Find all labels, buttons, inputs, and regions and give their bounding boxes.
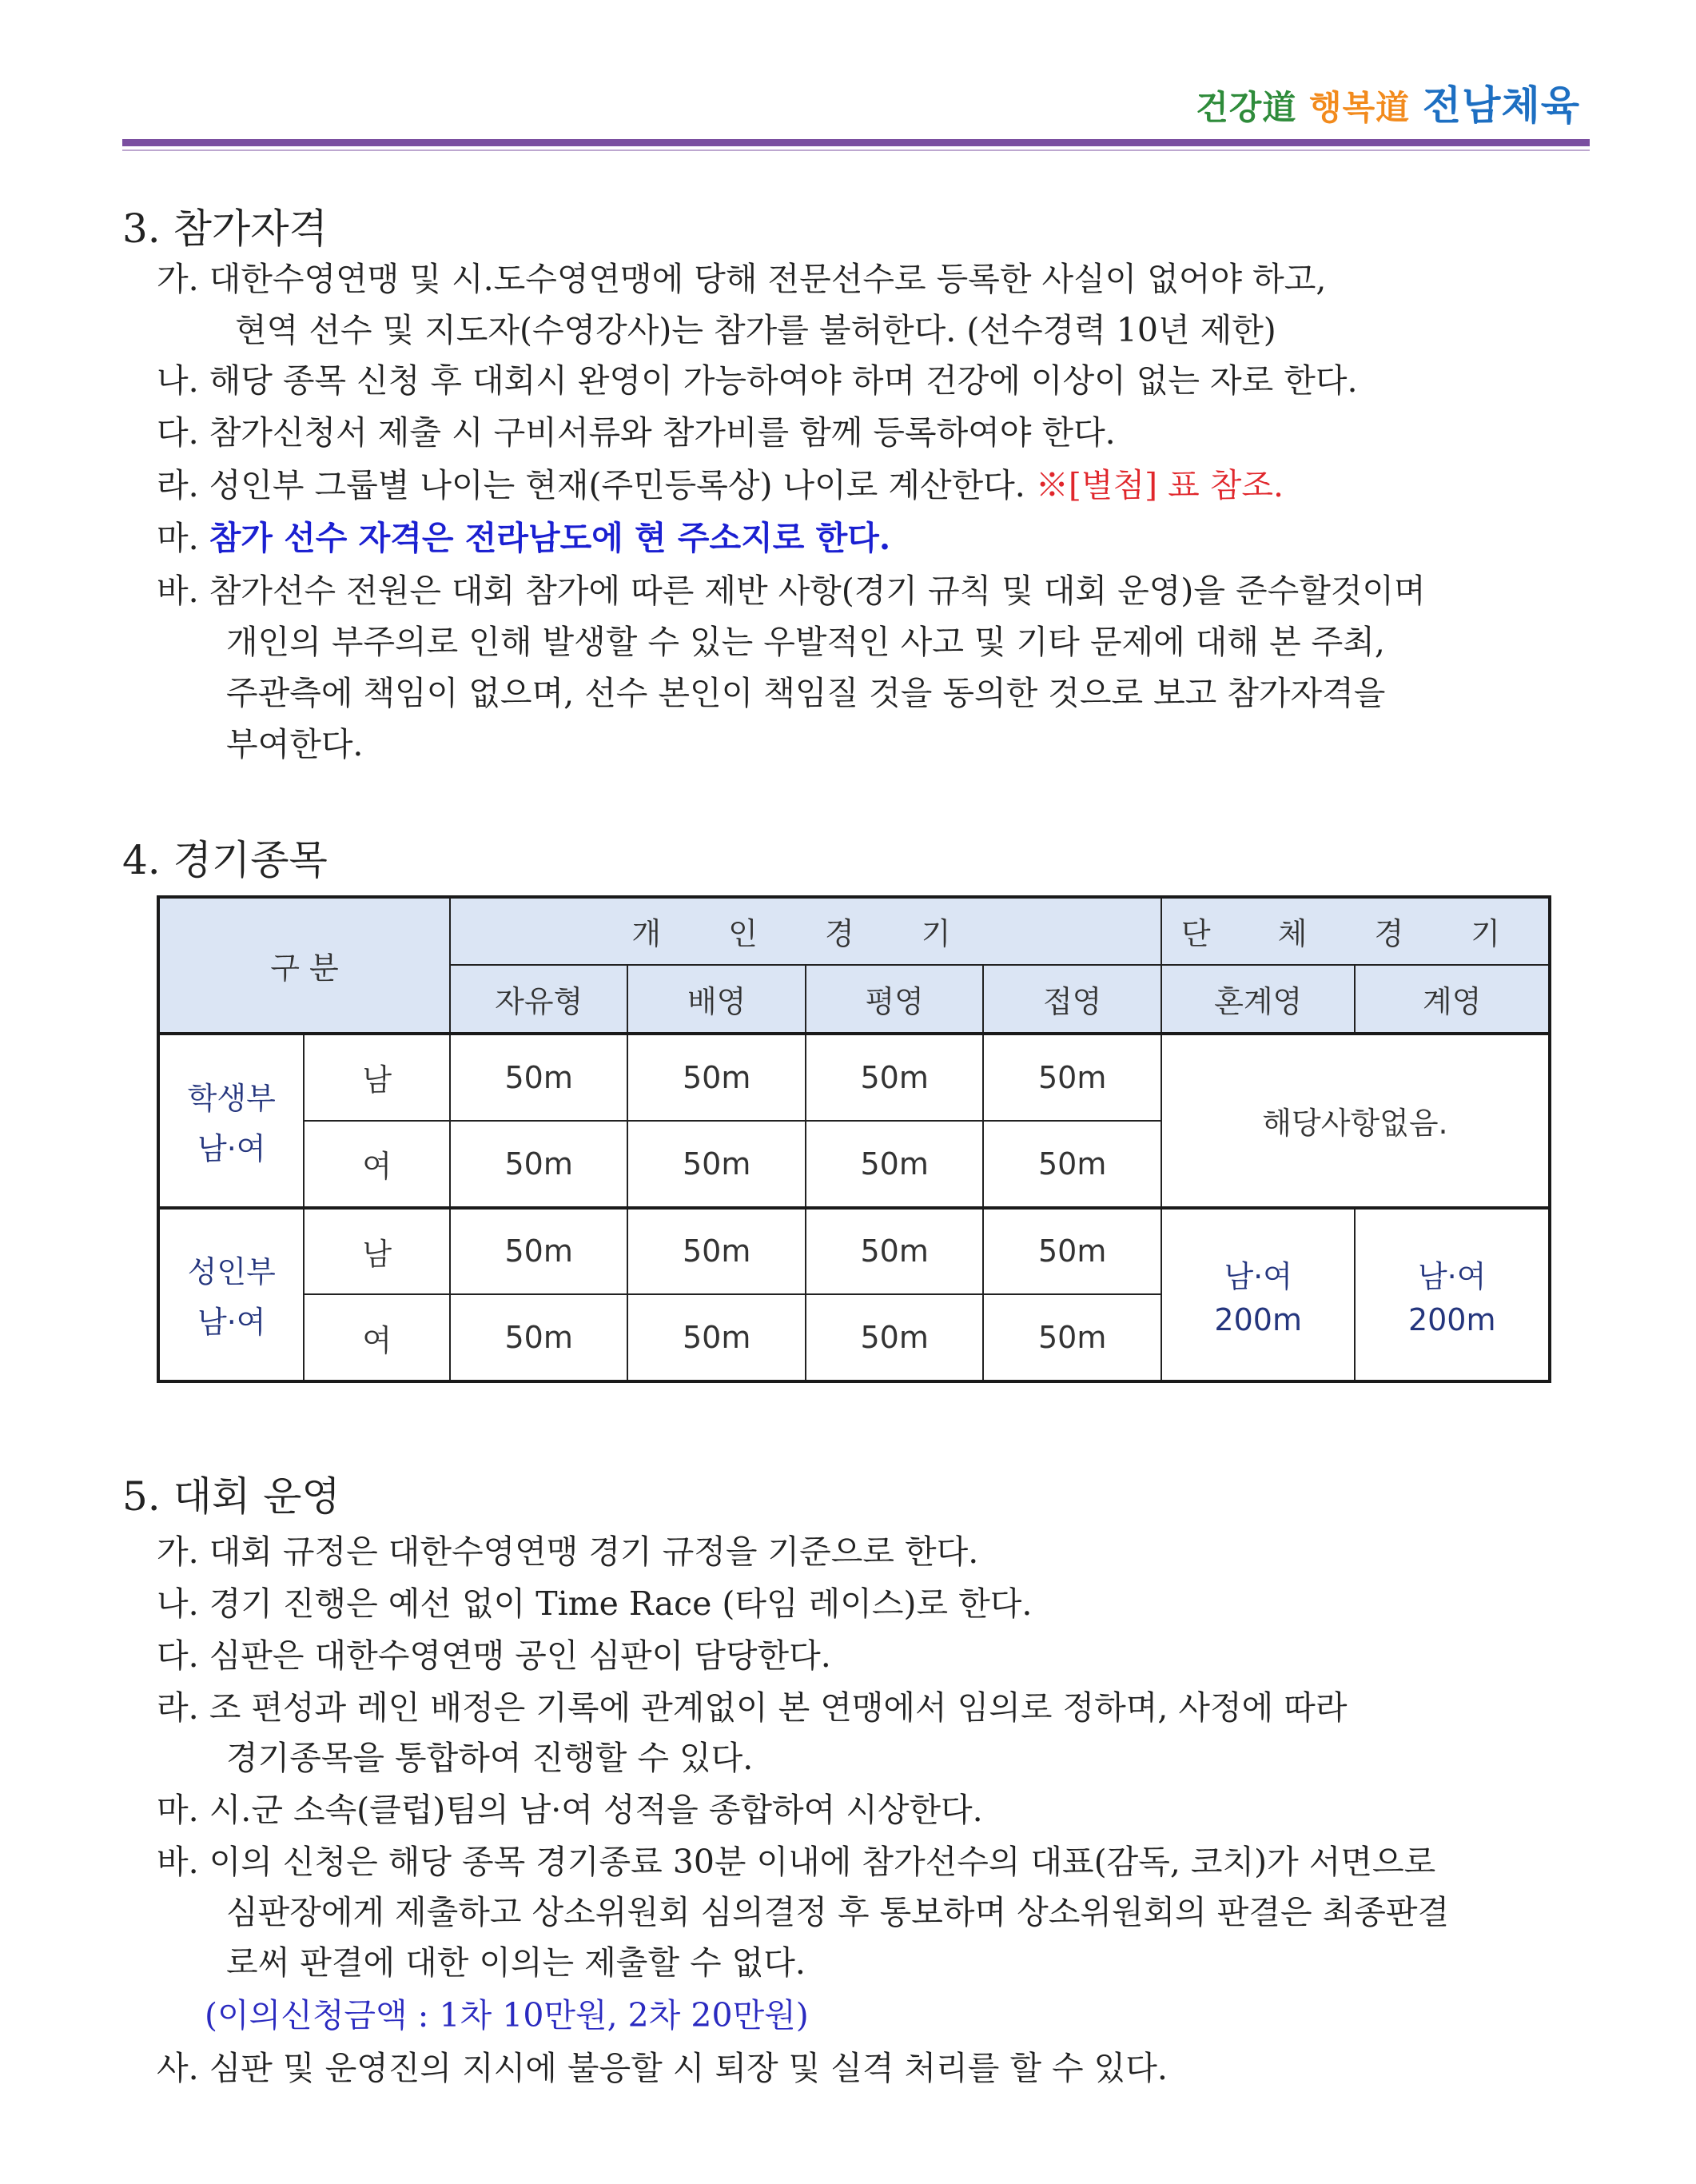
header-team: 단 체 경 기	[1161, 897, 1550, 965]
section-4-title: 4. 경기종목	[122, 837, 328, 883]
s3-item-ma: 마. 참가 선수 자격은 전라남도에 현 주소지로 한다.	[157, 519, 891, 557]
header-category: 구 분	[158, 897, 450, 1034]
event-cell: 50m	[806, 1208, 984, 1295]
group-student: 학생부 남·여	[158, 1034, 304, 1207]
event-cell: 50m	[450, 1208, 628, 1295]
header-relay: 계영	[1355, 965, 1550, 1034]
event-cell: 50m	[450, 1121, 628, 1208]
s3-item-ra: 라. 성인부 그룹별 나이는 현재(주민등록상) 나이로 계산한다. ※[별첨] 표 참조.	[157, 466, 1284, 504]
adult-relay-cell: 남·여 200m	[1355, 1208, 1550, 1381]
events-table	[157, 895, 1551, 1383]
event-cell: 50m	[983, 1121, 1161, 1208]
event-cell: 50m	[627, 1294, 806, 1381]
header-medley-relay: 혼계영	[1161, 965, 1356, 1034]
s3-item-ba: 바. 참가선수 전원은 대회 참가에 따른 제반 사항(경기 규칙 및 대회 운영)을 준수할것이며	[157, 572, 1426, 610]
attachment-note: ※[별첨] 표 참조.	[1035, 466, 1284, 504]
s5-item-ba-cont-2: 로써 판결에 대한 이의는 제출할 수 없다.	[226, 1943, 806, 1982]
section-5-title: 5. 대회 운영	[122, 1473, 340, 1520]
header-logo	[1196, 74, 1580, 131]
header-breaststroke: 평영	[806, 965, 984, 1034]
s5-item-da: 다. 심판은 대한수영연맹 공인 심판이 담당한다.	[157, 1636, 831, 1675]
event-cell: 50m	[983, 1034, 1161, 1121]
logo-part-health: 건강道	[1196, 88, 1297, 127]
s3-item-ga-cont: 현역 선수 및 지도자(수영강사)는 참가를 불허한다. (선수경력 10년 제한)	[235, 311, 1276, 349]
s3-item-ba-cont-1: 개인의 부주의로 인해 발생할 수 있는 우발적인 사고 및 기타 문제에 대해 본 주최,	[226, 623, 1385, 661]
s5-item-na: 나. 경기 진행은 예선 없이 Time Race (타임 레이스)로 한다.	[157, 1584, 1033, 1623]
event-cell: 50m	[627, 1034, 806, 1121]
event-cell: 50m	[983, 1208, 1161, 1295]
s5-item-ma: 마. 시.군 소속(클럽)팀의 남·여 성적을 종합하여 시상한다.	[157, 1791, 983, 1829]
event-cell: 50m	[806, 1121, 984, 1208]
gender-cell: 여	[304, 1294, 449, 1381]
s3-item-da: 다. 참가신청서 제출 시 구비서류와 참가비를 함께 등록하여야 한다.	[157, 413, 1116, 452]
event-cell: 50m	[627, 1208, 806, 1295]
s5-item-ga: 가. 대회 규정은 대한수영연맹 경기 규정을 기준으로 한다.	[157, 1532, 979, 1571]
header-divider	[122, 139, 1590, 146]
s5-item-ba: 바. 이의 신청은 해당 종목 경기종료 30분 이내에 참가선수의 대표(감독, 코치)가 서면으로	[157, 1843, 1436, 1881]
event-cell: 50m	[450, 1034, 628, 1121]
event-cell: 50m	[806, 1294, 984, 1381]
header-backstroke: 배영	[627, 965, 806, 1034]
logo-part-happiness: 행복道	[1309, 88, 1411, 127]
event-cell: 50m	[983, 1294, 1161, 1381]
s3-item-ba-cont-3: 부여한다.	[226, 725, 364, 763]
s3-item-ga: 가. 대한수영연맹 및 시.도수영연맹에 당해 전문선수로 등록한 사실이 없어야 하고,	[157, 260, 1327, 298]
s5-item-ra: 라. 조 편성과 레인 배정은 기록에 관계없이 본 연맹에서 임의로 정하며, 사정에 따라	[157, 1688, 1348, 1727]
header-butterfly: 접영	[983, 965, 1161, 1034]
event-cell: 50m	[627, 1121, 806, 1208]
residency-requirement: 참가 선수 자격은 전라남도에 현 주소지로 한다.	[209, 519, 891, 557]
logo-part-jeonnam: 전남체육	[1422, 82, 1580, 129]
header-individual: 개 인 경 기	[450, 897, 1161, 965]
adult-medley-relay-cell: 남·여 200m	[1161, 1208, 1356, 1381]
s3-item-ba-cont-2: 주관측에 책임이 없으며, 선수 본인이 책임질 것을 동의한 것으로 보고 참가자격을	[226, 674, 1386, 712]
section-3-title: 3. 참가자격	[122, 205, 328, 252]
gender-cell: 남	[304, 1208, 449, 1295]
student-team-note: 해당사항없음.	[1161, 1034, 1550, 1207]
event-cell: 50m	[450, 1294, 628, 1381]
gender-cell: 여	[304, 1121, 449, 1208]
group-adult: 성인부 남·여	[158, 1208, 304, 1381]
s5-item-ba-cont-1: 심판장에게 제출하고 상소위원회 심의결정 후 통보하며 상소위원회의 판결은 최종판결	[226, 1893, 1450, 1931]
s3-item-na: 나. 해당 종목 신청 후 대회시 완영이 가능하여야 하며 건강에 이상이 없는 자로 한다.	[157, 361, 1358, 400]
header-divider-thin	[122, 149, 1590, 151]
s5-item-ra-cont: 경기종목을 통합하여 진행할 수 있다.	[226, 1739, 754, 1777]
header-freestyle: 자유형	[450, 965, 628, 1034]
gender-cell: 남	[304, 1034, 449, 1121]
objection-fee-note: (이의신청금액 : 1차 10만원, 2차 20만원)	[205, 1996, 809, 2035]
s5-item-sa: 사. 심판 및 운영진의 지시에 불응할 시 퇴장 및 실격 처리를 할 수 있다.	[157, 2049, 1168, 2087]
event-cell: 50m	[806, 1034, 984, 1121]
